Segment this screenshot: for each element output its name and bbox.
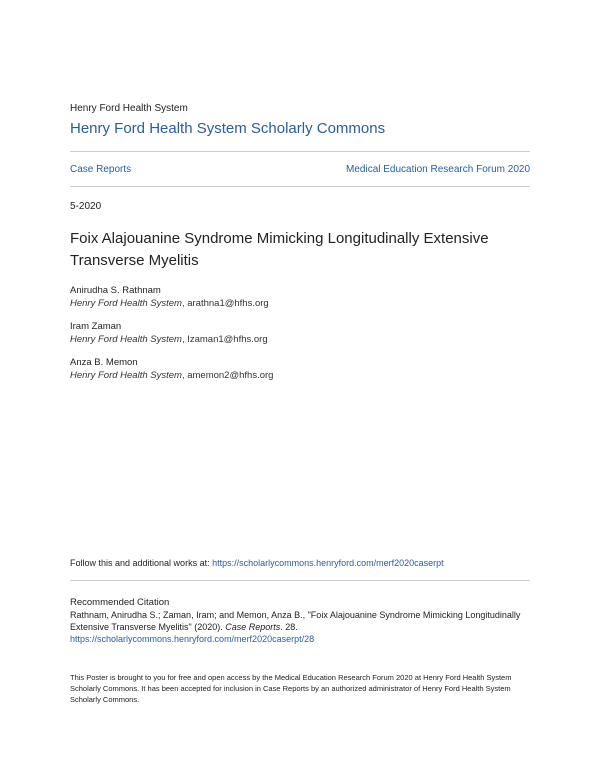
author-email: Izaman1@hfhs.org (187, 334, 268, 345)
author-email: arathna1@hfhs.org (187, 298, 269, 309)
author-affiliation: Henry Ford Health System, amemon2@hfhs.org (70, 370, 274, 381)
institution-name: Henry Ford Health System (70, 103, 188, 114)
cover-page (70, 0, 530, 776)
follow-text: Follow this and additional works at: (70, 558, 213, 568)
author-block (70, 284, 269, 310)
citation-number: . 28. (280, 622, 298, 632)
publication-date: 5-2020 (70, 201, 102, 212)
follow-line (70, 558, 444, 568)
divider (70, 580, 530, 581)
series-link[interactable]: Medical Education Research Forum 2020 (346, 164, 530, 175)
author-name: Iram Zaman (70, 321, 122, 332)
divider (70, 186, 530, 187)
affiliation-name: Henry Ford Health System (70, 298, 182, 309)
affiliation-name: Henry Ford Health System (70, 370, 182, 381)
document-title: Foix Alajouanine Syndrome Mimicking Longitudinally Extensive Transverse Myelitis (70, 230, 489, 269)
citation-journal: Case Reports (225, 622, 281, 632)
author-block (70, 320, 268, 346)
author-block (70, 356, 273, 382)
author-email: amemon2@hfhs.org (187, 370, 274, 381)
citation-url-link[interactable]: https://scholarlycommons.henryford.com/merf2020caserpt/28 (70, 634, 315, 644)
author-name: Anza B. Memon (70, 357, 138, 368)
author-affiliation: Henry Ford Health System, Izaman1@hfhs.org (70, 334, 268, 345)
citation-text: Rathnam, Anirudha S.; Zaman, Iram; and Memon, Anza B., "Foix Alajouanine Syndrome Mimicking Longitudinally Extensive Transverse Myelitis" (2020). (70, 610, 521, 632)
affiliation-name: Henry Ford Health System (70, 334, 182, 345)
author-name: Anirudha S. Rathnam (70, 285, 161, 296)
collection-url-link[interactable]: https://scholarlycommons.henryford.com/merf2020caserpt (212, 558, 444, 568)
author-affiliation: Henry Ford Health System, arathna1@hfhs.org (70, 298, 269, 309)
divider (70, 151, 530, 152)
collection-link[interactable]: Case Reports (70, 164, 132, 175)
citation-heading: Recommended Citation (70, 597, 170, 608)
access-notice: This Poster is brought to you for free and open access by the Medical Education Research Forum 2020 at Henry Ford Health System Scholarly Commons. It has been accepted for inclusion in Case Reports by an authorized administrator of Henry Ford Health System Scholarly Commons. (70, 673, 512, 704)
citation-body (70, 609, 530, 645)
repository-link[interactable]: Henry Ford Health System Scholarly Commons (70, 120, 386, 137)
